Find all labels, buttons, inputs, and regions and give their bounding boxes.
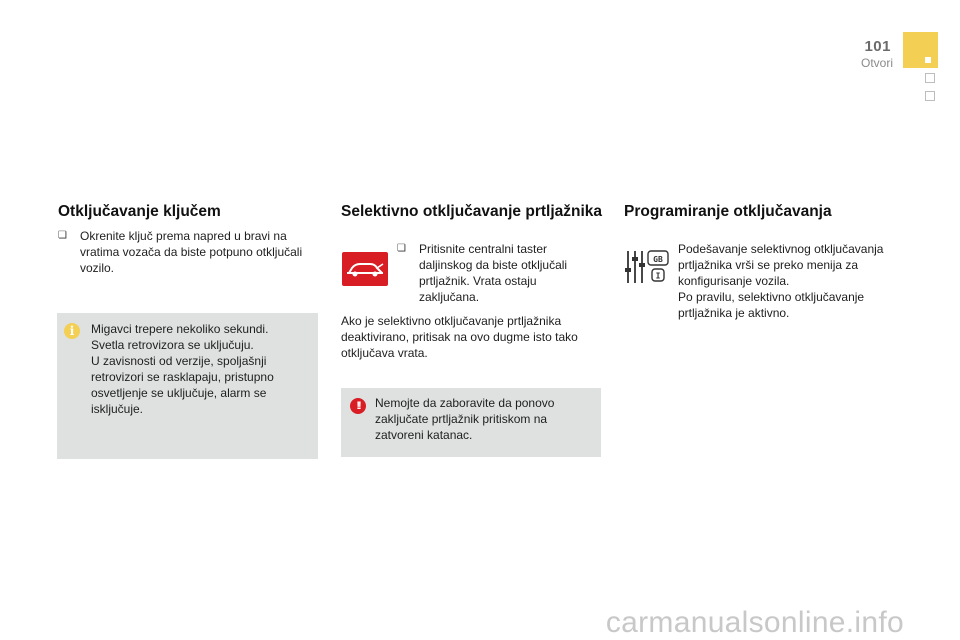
info-line: retrovizori se rasklapaju, pristupno bbox=[91, 370, 274, 384]
heading-key-unlocking: Otključavanje ključem bbox=[58, 203, 221, 220]
warning-box bbox=[341, 388, 601, 457]
bullet-text: Pritisnite centralni taster daljinskog da biste otključali prtljažnik. Vrata ostaju zaključana. bbox=[419, 242, 568, 304]
watermark: carmanualsonline.info bbox=[605, 606, 904, 639]
heading-unlock-programming: Programiranje otključavanja bbox=[624, 203, 832, 220]
info-line: Migavci trepere nekoliko sekundi. bbox=[91, 322, 269, 336]
bullet-square-icon: ❏ bbox=[397, 243, 406, 254]
warning-text: Nemojte da zaboravite da ponovo zaključate prtljažnik pritiskom na zatvoreni katanac. bbox=[375, 396, 555, 442]
info-line: Svetla retrovizora se uključuju. bbox=[91, 338, 254, 352]
page-number: 101 bbox=[864, 38, 891, 55]
section-title: Otvori bbox=[860, 56, 893, 70]
settings-sliders-icon bbox=[624, 248, 670, 286]
warning-icon: !! bbox=[350, 398, 366, 414]
boot-paragraph: Ako je selektivno otključavanje prtljažnika deaktivirano, pritisak na ovo dugme isto tako otključava vrata. bbox=[341, 314, 578, 360]
bullet-item bbox=[397, 241, 577, 305]
programming-text bbox=[678, 241, 888, 321]
info-line: isključuje. bbox=[91, 402, 144, 416]
section-tab[interactable] bbox=[925, 73, 935, 83]
bullet-square-icon: ❏ bbox=[58, 230, 67, 241]
gb-label: GB bbox=[653, 255, 663, 264]
info-icon: i bbox=[64, 323, 80, 339]
bullet-item bbox=[58, 228, 310, 276]
section-tab[interactable] bbox=[925, 91, 935, 101]
car-boot-icon bbox=[342, 252, 388, 286]
info-text bbox=[91, 321, 313, 417]
programming-default: Po pravilu, selektivno otključavanje prtljažnika je aktivno. bbox=[678, 290, 865, 320]
info-box bbox=[57, 313, 318, 459]
section-tab-active[interactable] bbox=[903, 32, 938, 68]
info-line: osvetljenje se uključuje, alarm se bbox=[91, 386, 267, 400]
info-line: U zavisnosti od verzije, spoljašnji bbox=[91, 354, 267, 368]
programming-para: Podešavanje selektivnog otključavanja prtljažnika vrši se preko menija za konfigurisanje vozila. bbox=[678, 242, 884, 288]
i-label: I bbox=[655, 271, 661, 281]
heading-selective-boot-unlocking: Selektivno otključavanje prtljažnika bbox=[341, 203, 603, 220]
bullet-text: Okrenite ključ prema napred u bravi na vratima vozača da biste potpuno otključali vozilo. bbox=[80, 229, 303, 275]
